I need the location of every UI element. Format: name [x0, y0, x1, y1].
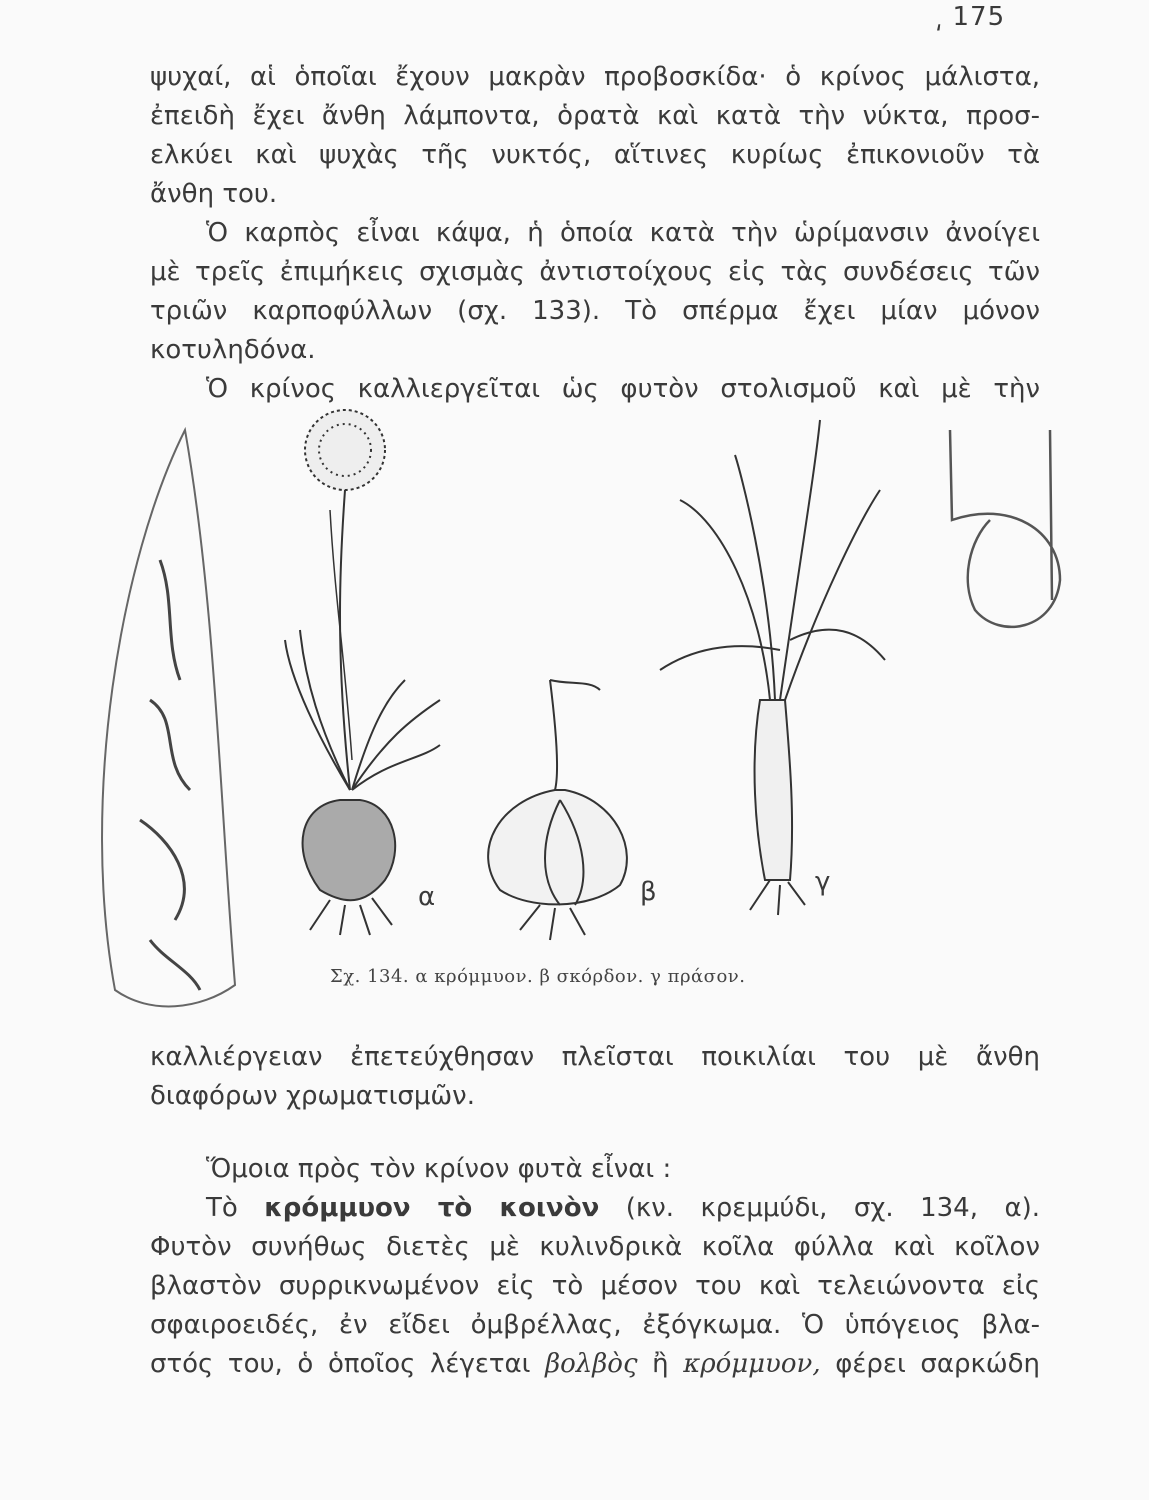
text-line: τριῶν καρποφύλλων (σχ. 133). Τὸ σπέρμα ἔχει μίαν μόνον [150, 296, 1040, 326]
label-alpha: α [418, 882, 436, 912]
plant-illustration [0, 395, 1149, 1035]
italic-term: κρόμμυον, [683, 1349, 821, 1379]
margin-sketch-right [950, 430, 1060, 627]
onion-plant [285, 410, 440, 935]
text-line: Ὅμοια πρὸς τὸν κρίνον φυτὰ εἶναι : [206, 1154, 672, 1184]
text-line: ψυχαί, αἱ ὁποῖαι ἔχουν μακρὰν προβοσκίδα· ὁ κρίνος μάλιστα, [150, 62, 1040, 92]
page-number-mark: ͵ [935, 2, 944, 32]
figure-134 [0, 395, 1149, 1035]
text-span: Τὸ [206, 1193, 265, 1223]
paragraph-mid [150, 1038, 1040, 1116]
label-beta: β [640, 877, 657, 907]
paragraph-bottom [150, 1150, 1040, 1384]
text-line: ἄνθη του. [150, 179, 278, 209]
bold-term: κρόμμυον τὸ κοινὸν [264, 1193, 600, 1223]
text-span: ἢ [637, 1349, 684, 1379]
italic-term: βολβὸς [545, 1349, 638, 1379]
margin-annotation-leaf [102, 430, 235, 1006]
margin-handwriting [140, 560, 200, 990]
text-span: στός του, ὁ ὁποῖος λέγεται [150, 1349, 546, 1379]
text-line: σφαιροειδές, ἐν εἴδει ὀμβρέλλας, ἐξόγκωμα. Ὁ ὑπόγειος βλα- [150, 1310, 1040, 1340]
garlic-plant [488, 680, 627, 940]
text-line: διαφόρων χρωματισμῶν. [150, 1081, 475, 1111]
text-line: κοτυληδόνα. [150, 335, 316, 365]
text-line [150, 1189, 1040, 1228]
text-line: ἐπειδὴ ἔχει ἄνθη λάμποντα, ὁρατὰ καὶ κατὰ τὴν νύκτα, προσ- [150, 101, 1040, 131]
text-line: ελκύει καὶ ψυχὰς τῆς νυκτός, αἵτινες κυρίως ἐπικονιοῦν τὰ [150, 140, 1040, 170]
label-gamma: γ [815, 867, 831, 897]
figure-caption: Σχ. 134. α κρόμμυον. β σκόρδον. γ πράσον. [330, 966, 746, 987]
page-number [935, 2, 1005, 32]
text-line: μὲ τρεῖς ἐπιμήκεις σχισμὰς ἀντιστοίχους εἰς τὰς συνδέσεις τῶν [150, 257, 1040, 287]
text-span: φέρει σαρκώδη [820, 1349, 1040, 1379]
text-line: καλλιέργειαν ἐπετεύχθησαν πλεῖσται ποικιλίαι του μὲ ἄνθη [150, 1042, 1040, 1072]
text-line: βλαστὸν συρρικνωμένον εἰς τὸ μέσον του καὶ τελειώνοντα εἰς [150, 1271, 1040, 1301]
paragraph-top [150, 58, 1040, 409]
text-line: Ὁ κρίνος καλλιεργεῖται ὡς φυτὸν στολισμοῦ καὶ μὲ τὴν [206, 374, 1040, 404]
leek-plant [660, 420, 885, 915]
text-line: Φυτὸν συνήθως διετὲς μὲ κυλινδρικὰ κοῖλα φύλλα καὶ κοῖλον [150, 1232, 1040, 1262]
text-span: (κν. κρεμμύδι, σχ. 134, α). [599, 1193, 1040, 1223]
text-line: Ὁ καρπὸς εἶναι κάψα, ἡ ὁποία κατὰ τὴν ὡρίμανσιν ἀνοίγει [206, 218, 1040, 248]
page-number-value: 175 [952, 2, 1006, 32]
text-line [150, 1345, 1040, 1384]
